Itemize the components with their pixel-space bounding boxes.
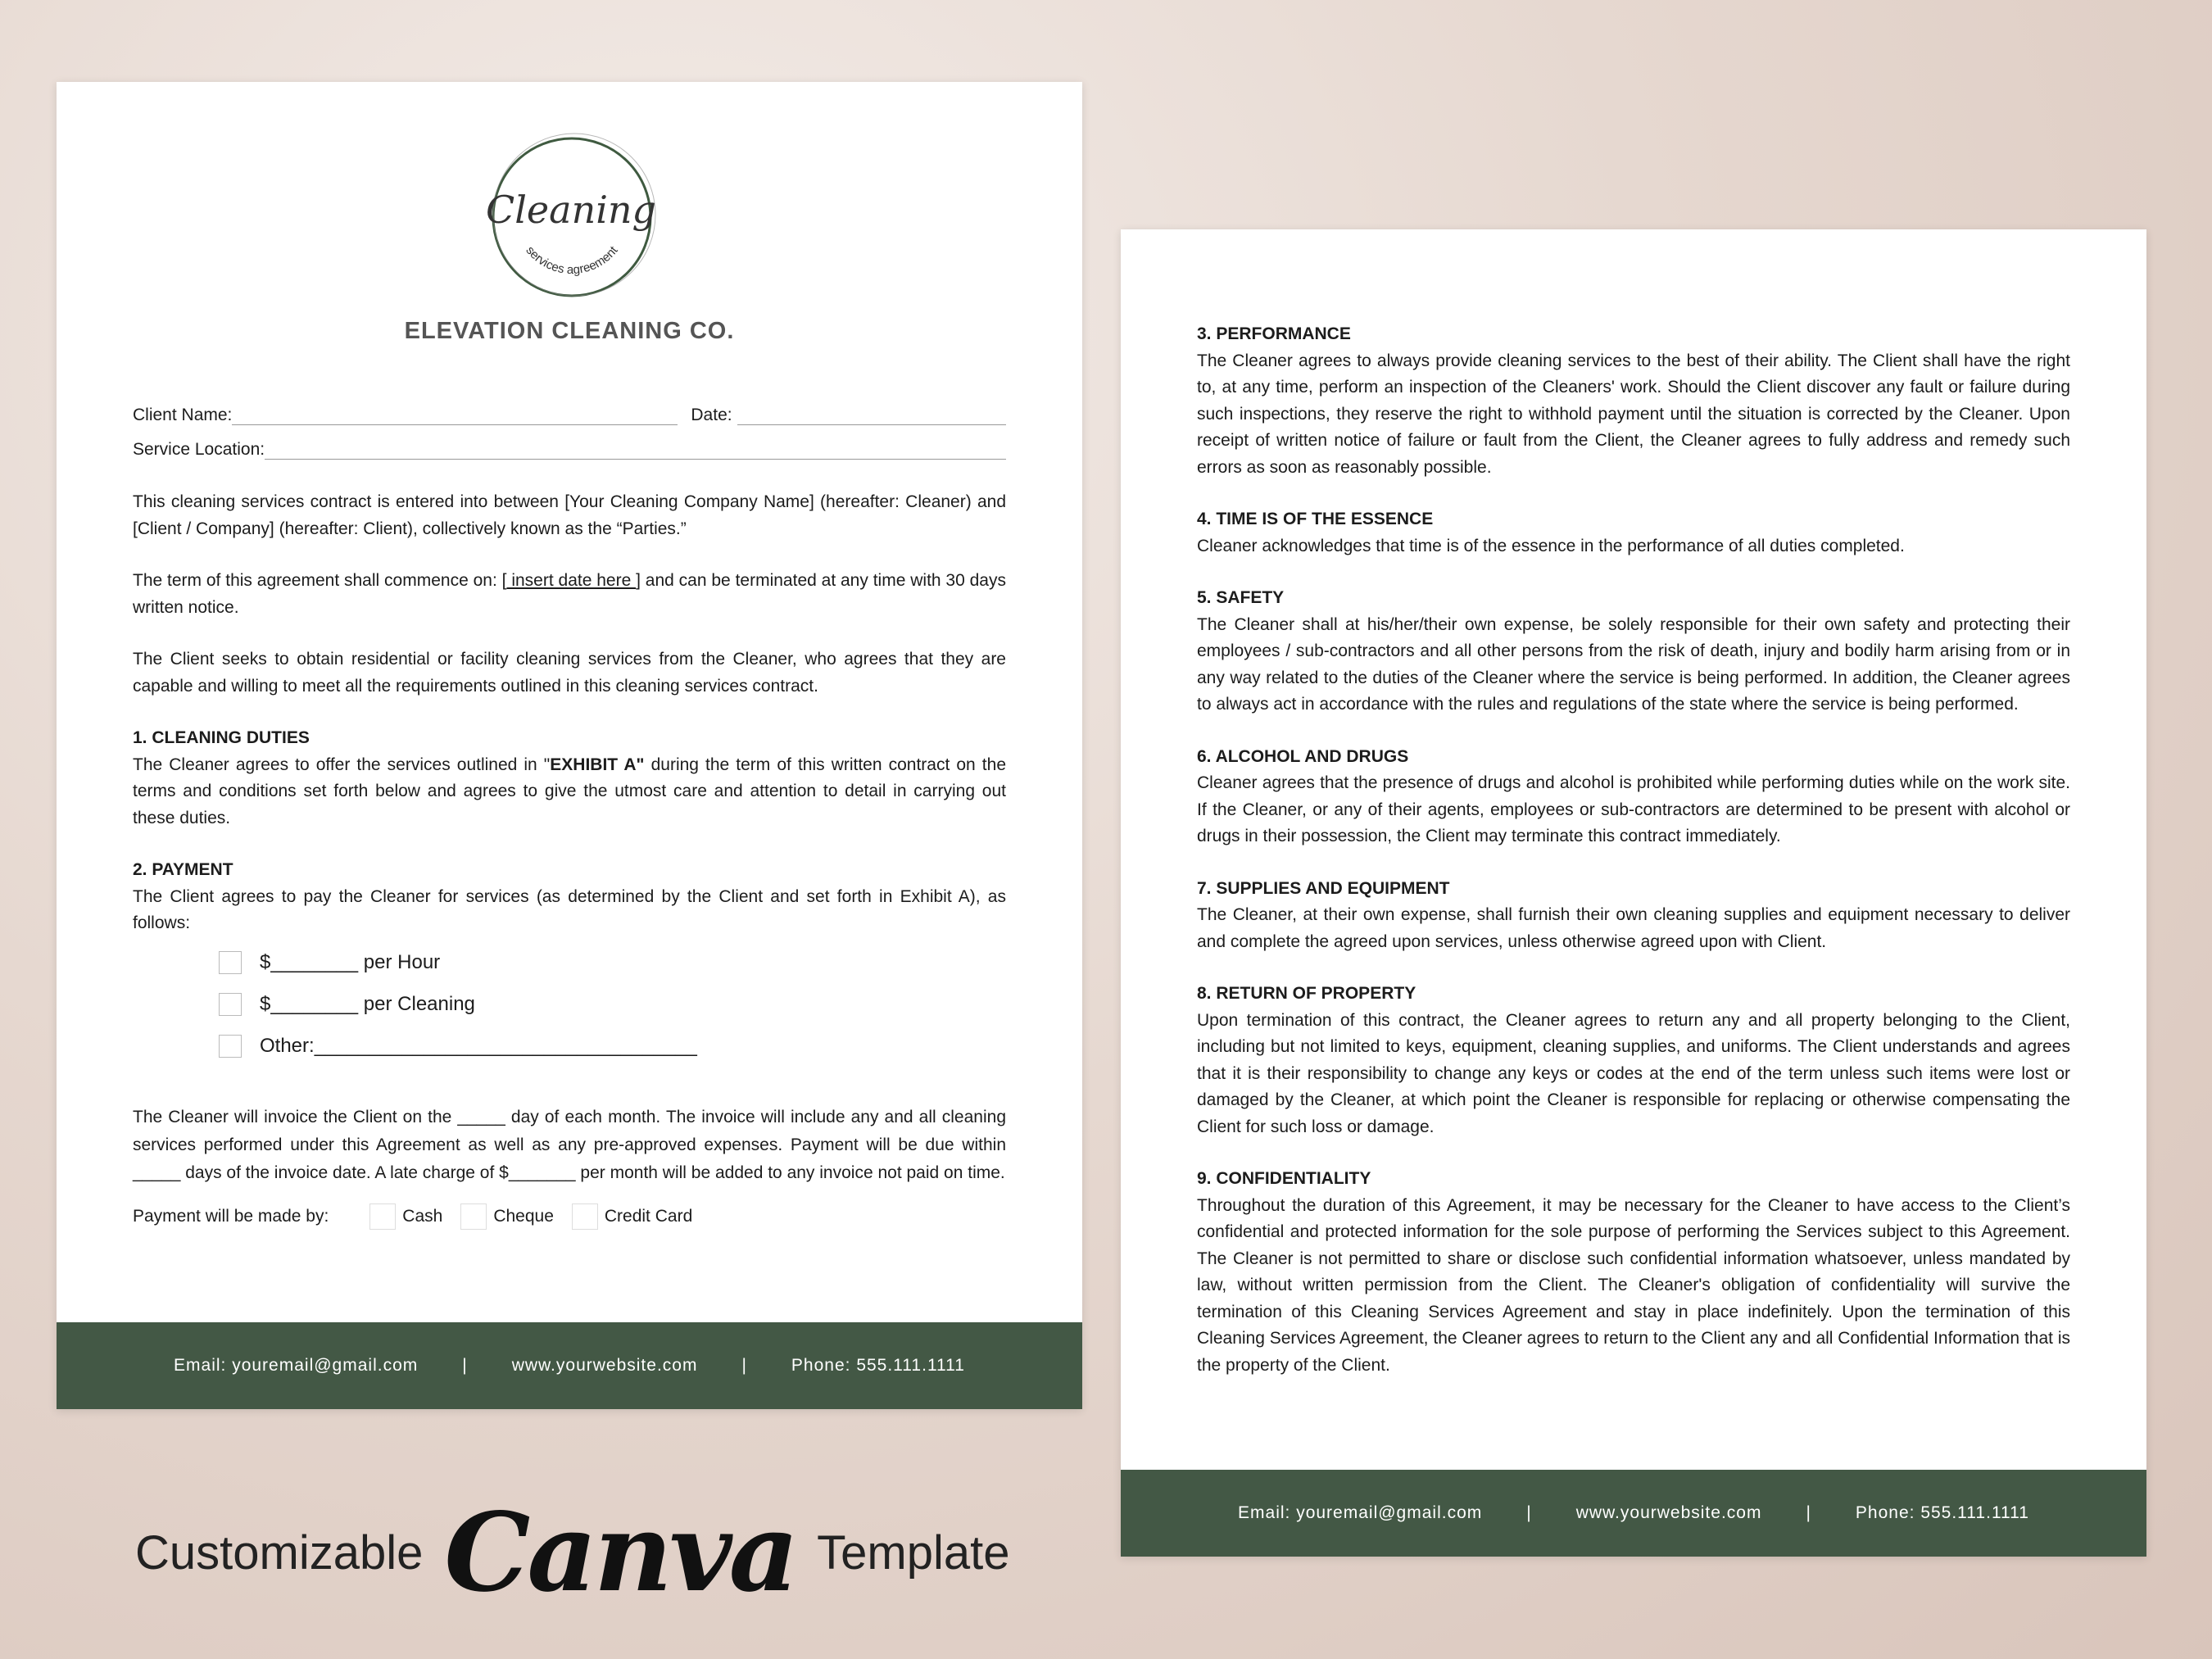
checkbox[interactable]	[219, 951, 242, 974]
footer-separator: |	[741, 1356, 747, 1375]
cheque-checkbox[interactable]	[460, 1203, 487, 1230]
contract-page-2	[1121, 229, 2146, 1557]
intro-paragraph: This cleaning services contract is entered into between [Your Cleaning Company Name] (hereafter: Cleaner) and [Client / Company] (hereafter: Client), collectively known as the “Parties.”	[133, 492, 1006, 538]
confidentiality-heading: 9. CONFIDENTIALITY	[1197, 1169, 1371, 1188]
cash-checkbox[interactable]	[369, 1203, 396, 1230]
duties-heading: 1. CLEANING DUTIES	[133, 728, 310, 747]
footer-website[interactable]: www.yourwebsite.com	[511, 1356, 698, 1375]
client-name-label: Client Name:	[133, 406, 233, 424]
option-other[interactable]: Other:___________________________________	[219, 1026, 1006, 1067]
payment-heading: 2. PAYMENT	[133, 860, 233, 879]
option-per-hour[interactable]: $________ per Hour	[219, 942, 1006, 984]
client-name-field[interactable]	[232, 408, 678, 425]
safety-paragraph: The Cleaner shall at his/her/their own expense, be solely responsible for their own safety and protecting their employees / sub-contractors and all other persons from the risk of death, injury and bodily harm arising from or in any way related to the duties of the Cleaner where the service is being performed. In addition, the Cleaner agrees to always act in accordance with the rules and regulations of the state where the service is being performed.	[1197, 614, 2070, 714]
footer-phone[interactable]: Phone: 555.111.1111	[791, 1356, 965, 1375]
service-location-label: Service Location:	[133, 440, 265, 459]
alcohol-drugs-heading: 6. ALCOHOL AND DRUGS	[1197, 746, 1409, 766]
performance-paragraph: The Cleaner agrees to always provide cleaning services to the best of their ability. The Client shall have the right to, at any time, perform an inspection of the Cleaners' work. Should the Client discover any fault or failure during such inspections, they reserve the right to withhold payment until the situation is corrected by the Cleaner. Upon receipt of written notice of failure or fault from the Client, the Cleaner agrees to fully address and remedy such errors as soon as reasonably possible.	[1197, 351, 2070, 477]
cheque-label: Cheque	[493, 1206, 554, 1226]
footer-email[interactable]: Email: youremail@gmail.com	[1238, 1503, 1483, 1522]
contract-page-1	[57, 82, 1082, 1409]
return-property-paragraph: Upon termination of this contract, the Cleaner agrees to return any and all property belonging to the Client, including but not limited to keys, equipment, cleaning supplies, and uniforms. The Client understands and agrees that it is their responsibility to change any keys or codes at the end of the term unless such items were lost or damaged by the Cleaner, at which point the Cleaner is responsible for replacing or otherwise compensating the Client for such loss or damage.	[1197, 1010, 2070, 1136]
cleaning-logo	[486, 131, 658, 303]
time-essence-paragraph: Cleaner acknowledges that time is of the essence in the performance of all duties completed.	[1197, 536, 1905, 555]
date-label: Date:	[691, 406, 732, 424]
term-paragraph: The term of this agreement shall commence on: [ insert date here ] and can be terminated at any time with 30 days written notice.	[133, 571, 1006, 617]
insert-date-link[interactable]: insert date here	[506, 571, 637, 590]
footer-separator: |	[1806, 1503, 1811, 1522]
return-property-heading: 8. RETURN OF PROPERTY	[1197, 984, 1416, 1003]
company-name: ELEVATION CLEANING CO.	[404, 318, 735, 344]
seeks-paragraph: The Client seeks to obtain residential or facility cleaning services from the Cleaner, who agrees that they are capable and willing to meet all the requirements outlined in this cleaning services contract.	[133, 650, 1006, 696]
tagline-right: Template	[817, 1526, 1010, 1580]
client-name-row	[133, 406, 1006, 425]
page2-footer	[1121, 1470, 2146, 1557]
time-essence-heading: 4. TIME IS OF THE ESSENCE	[1197, 510, 1434, 528]
logo-script: Cleaning	[486, 188, 656, 232]
supplies-paragraph: The Cleaner, at their own expense, shall furnish their own cleaning supplies and equipment necessary to deliver and complete the agreed upon services, unless otherwise agreed upon with Client.	[1197, 905, 2070, 951]
footer-phone[interactable]: Phone: 555.111.1111	[1855, 1503, 2029, 1522]
service-location-field[interactable]	[265, 442, 1006, 460]
page1-footer	[57, 1322, 1082, 1409]
service-location-row	[133, 440, 1006, 460]
payment-paragraph: The Client agrees to pay the Cleaner for services (as determined by the Client and set forth in Exhibit A), as follows:	[133, 886, 1006, 932]
payment-method-row	[133, 1203, 1006, 1230]
safety-heading: 5. SAFETY	[1197, 588, 1285, 607]
footer-email[interactable]: Email: youremail@gmail.com	[174, 1356, 419, 1375]
confidentiality-paragraph: Throughout the duration of this Agreement, it may be necessary for the Cleaner to have access to the Client’s confidential and protected information for the sole purpose of performing the Services subject to this Agreement. The Cleaner is not permitted to share or disclose such confidential information whatsoever, unless mandated by law, without written permission from the Client. The Cleaner's obligation of confidentiality will survive the termination of this Cleaning Services Agreement and stay in place indefinitely. Upon the termination of this Cleaning Services Agreement, the Cleaner agrees to return to the Client any and all Confidential Information that is the property of the Client.	[1197, 1195, 2070, 1375]
footer-separator: |	[1526, 1503, 1532, 1522]
option-per-cleaning[interactable]: $________ per Cleaning	[219, 984, 1006, 1026]
cash-label: Cash	[402, 1206, 443, 1226]
tagline-left: Customizable	[135, 1526, 424, 1580]
payment-by-label: Payment will be made by:	[133, 1206, 329, 1226]
svg-text:services agreement	[523, 243, 621, 277]
credit-card-label: Credit Card	[604, 1206, 693, 1226]
checkbox[interactable]	[219, 993, 242, 1016]
date-field[interactable]	[737, 408, 1006, 425]
alcohol-drugs-paragraph: Cleaner agrees that the presence of drugs and alcohol is prohibited while performing duties while on the work site. If the Cleaner, or any of their agents, employees or sub-contractors are determined to be present with alcohol or drugs in their possession, the Client may terminate this contract immediately.	[1197, 773, 2070, 845]
credit-card-checkbox[interactable]	[572, 1203, 598, 1230]
supplies-heading: 7. SUPPLIES AND EQUIPMENT	[1197, 878, 1450, 898]
checkbox[interactable]	[219, 1035, 242, 1058]
logo-ring-text: services agreement	[523, 243, 621, 278]
invoice-paragraph: The Cleaner will invoice the Client on the _____ day of each month. The invoice will include any and all cleaning services performed under this Agreement as well as any pre-approved expenses. Payment will be due within _____ days of the invoice date. A late charge of $_______ per month will be added to any invoice not paid on time.	[133, 1107, 1006, 1182]
tagline	[135, 1489, 1010, 1616]
duties-paragraph: The Cleaner agrees to offer the services outlined in "EXHIBIT A" during the term of this written contract on the terms and conditions set forth below and agrees to give the utmost care and attention to detail in carrying out these duties.	[133, 755, 1006, 827]
performance-heading: 3. PERFORMANCE	[1197, 324, 1351, 343]
canva-logo: Canva	[444, 1489, 796, 1616]
footer-website[interactable]: www.yourwebsite.com	[1575, 1503, 1762, 1522]
footer-separator: |	[462, 1356, 468, 1375]
